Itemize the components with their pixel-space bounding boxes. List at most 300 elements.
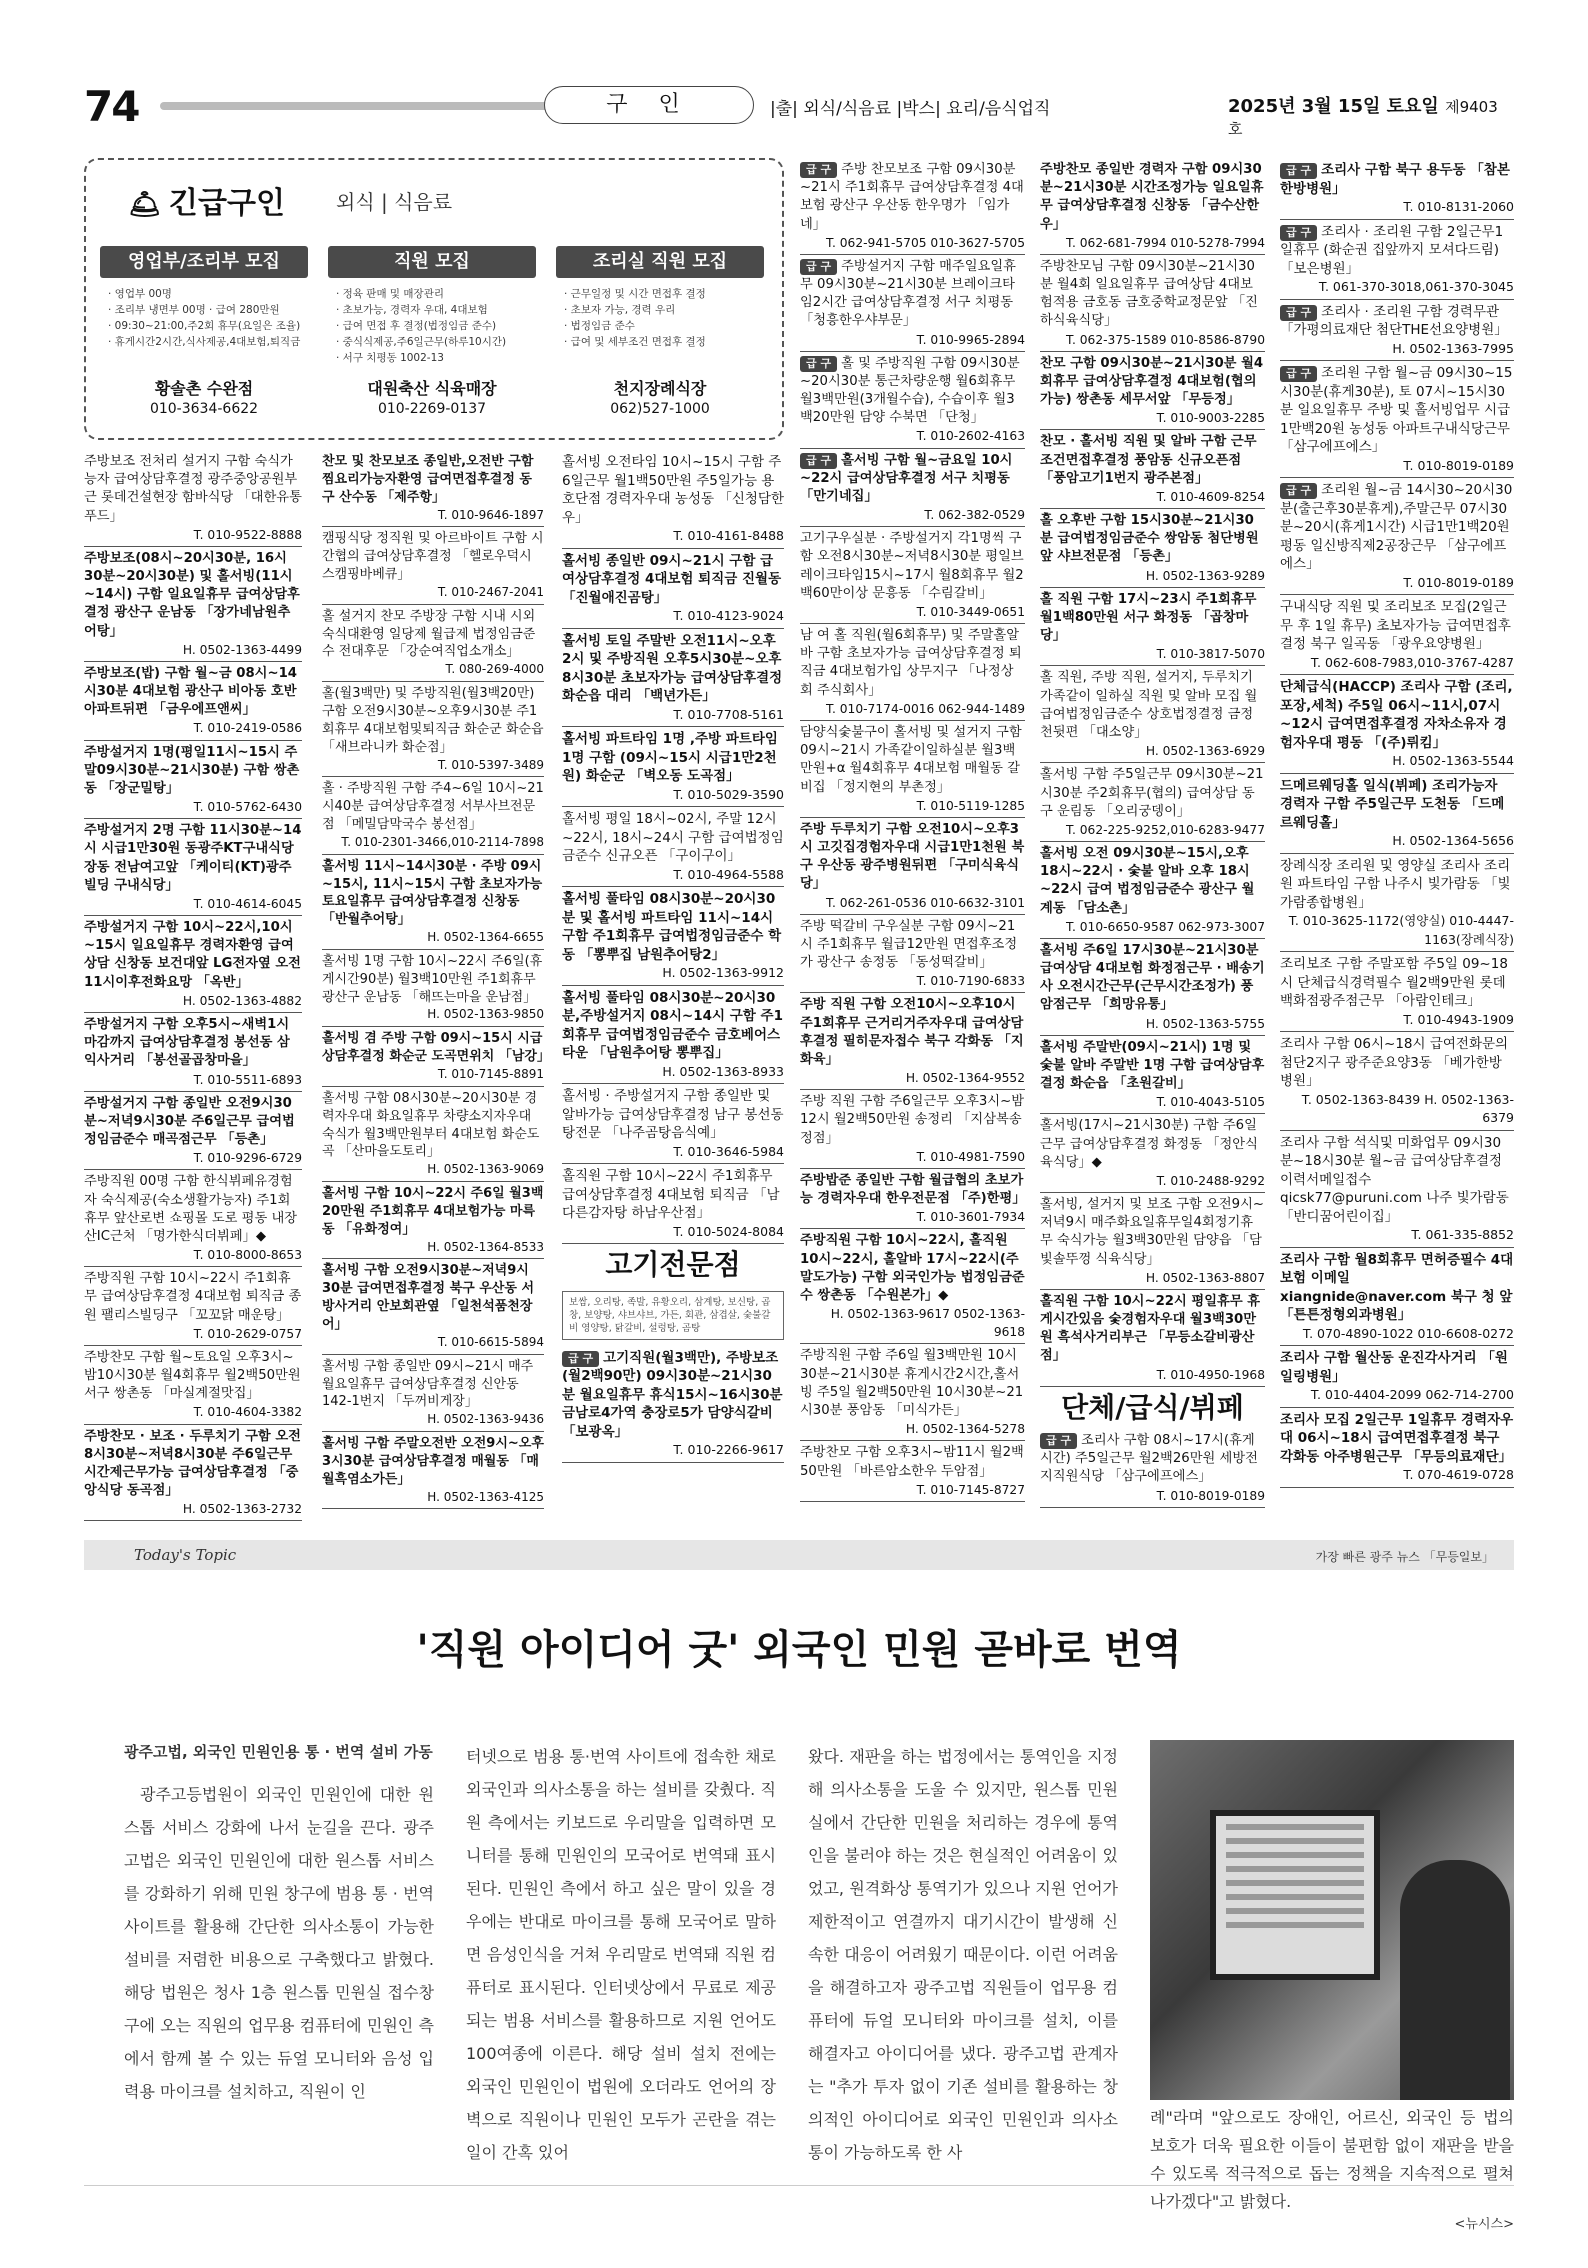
ad-text: 홀 직원, 주방 직원, 설거지, 두루치기 가족같이 일하실 직원 및 알바 모집 월급여법정임금준수 상호법정결정 금정천뒷편 「대소양」 [1040,670,1258,740]
ad-phone: T. 010-6615-5894 [437,1334,544,1349]
article-column-1 [124,1740,434,2108]
ad-text: 조리원 구함 월~금 09시30~15시30분(휴게30분), 토 07시~15시30분 일요일휴무 주방 및 홀서빙업무 시급1만백20원 농성동 아파트구내식당근무 「삼구에프에스」 [1280,365,1513,455]
ad-text: 홀서빙 1명 구함 10시~22시 주6일(휴게시간90분) 월3백10만원 주1회휴무 광산구 운남동 「해뜨는마을 운남점」 [322,953,543,1005]
ad-text: 고기구우실분 · 주방설거지 각1명씩 구함 오전8시30분~저녁8시30분 평일브레이크타임15시~17시 월8회휴무 월2백60만이상 문흥동 「수림갈비」 [800,531,1024,601]
ad-phone: H. 0502-1363-4499 [182,642,302,657]
classified-ad [84,662,302,741]
ad-text: 주방 직원 구함 주6일근무 오후3시~밤12시 월2백50만원 송정리 「지삼복송정점」 [800,1094,1025,1146]
ad-text: 홀서빙 풀타임 08시30분~20시30분,주방설거지 08시~14시 구함 주1회휴무 급여법정임금준수 금호베어스타운 「남원추어탕 뽕뿌집」 [562,989,783,1061]
ad-phone: H. 0502-1363-6929 [1145,744,1265,759]
ad-text: 조리사 · 조리원 구함 2일근무1일휴무 (화순권 집앞까지 모셔다드림) 「보은병원」 [1280,223,1504,277]
ad-phone: T. 080-269-4000 [445,662,544,677]
urgent-ad-phone: 010-3634-6622 [149,401,259,417]
meat-shop-heading: 고기전문점 [605,1248,741,1281]
ad-phone: T. 010-5397-3489 [437,757,544,772]
urgent-tag: 급 구 [800,162,837,178]
ad-phone: T. 010-8019-0189 [1156,1488,1265,1503]
ad-phone: T. 010-2301-3466,010-2114-7898 [341,834,544,849]
classified-ad [84,547,302,662]
classified-ad [322,1259,544,1354]
ad-phone: T. 010-7174-0016 062-944-1489 [825,701,1025,716]
ad-phone: T. 0502-1363-8439 H. 0502-1363-6379 [1301,1091,1514,1125]
urgent-ad-line: · 급여 및 세부조건 면접후 결정 [564,336,706,348]
urgent-ad-line: · 조리부 냉면부 00명 · 급여 280만원 [108,304,280,316]
ad-text: 홀 · 주방직원 구함 주4~6일 10시~21시40분 급여상담후결정 서부사브전문점 「메밀담막국수 봉선점」 [322,781,544,833]
ad-phone: T. 010-2488-9292 [1156,1173,1265,1188]
ad-phone: T. 010-5762-6430 [193,800,302,815]
urgent-ad-details [328,286,536,374]
ad-text: 주방 두루치기 구함 오전10시~오후3시 고깃집경험자우대 시급1만1천원 북구 우산동 광주병원뒤편 「구미식육식당」 [800,821,1025,892]
classified-column-5 [1040,158,1265,1508]
ad-phone: T. 061-370-3018,061-370-3045 [1318,279,1514,294]
article-column-4 [1150,2104,1514,2234]
urgent-ad-line: · 근무일정 및 시간 면접후 결정 [564,288,706,300]
ad-text: 홀서빙 구함 10시~22시 주6일 월3백20만원 주1회휴무 4대보험가능 마륵동 「유화정여」 [322,1186,544,1237]
classified-column-2 [322,450,550,1509]
ad-text: 홀서빙 풀타임 08시30분~20시30분 및 홀서빙 파트타임 11시~14시 구함 주1회휴무 급여법정임금준수 학동 「뽕뿌집 남원추어탕2」 [562,891,782,963]
ad-text: 주방 떡갈비 구우실분 구함 09시~21시 주1회휴무 월급12만원 면접후조정가 광산구 송정동 「동성떡갈비」 [800,918,1018,971]
topic-label: Today's Topic [134,1546,237,1564]
ad-phone: H. 0502-1363-9850 [427,1007,544,1022]
ad-phone: H. 0502-1363-9617 0502-1363-9618 [830,1307,1025,1340]
ad-phone: T. 062-941-5705 010-3627-5705 [825,235,1025,250]
ad-phone: T. 010-8019-0189 [1403,574,1514,590]
ad-phone: T. 010-2629-0757 [193,1326,302,1341]
urgent-ad-1 [100,246,308,417]
ad-phone: T. 010-4943-1909 [1403,1011,1514,1027]
ad-phone: T. 010-5024-8084 [673,1223,784,1239]
ad-text: 홀서빙 주6일 17시30분~21시30분 급여상담 4대보험 화정점근무 · 배송기사 오전시간근무(근무시간조정가) 풍암점근무 「희망유통」 [1040,942,1265,1013]
classified-ad [84,819,302,916]
classified-ad [1040,588,1265,667]
urgent-ad-3 [556,246,764,417]
ad-phone: T. 010-6650-9587 062-973-3007 [1065,919,1265,934]
urgent-ad-line: · 서구 치평동 1002-13 [336,352,444,364]
ad-text: 홀 직원 구함 17시~23시 주1회휴무 월1백80만원 서구 화정동 「곱창마당」 [1040,591,1257,644]
classified-ad [1040,255,1265,352]
classified-ad [84,1425,302,1522]
classified-ad [1040,763,1265,842]
ad-phone: T. 010-2266-9617 [673,1442,784,1457]
urgent-ad-line: · 법정임금 준수 [564,320,635,332]
ad-phone: H. 0502-1363-9069 [427,1162,544,1177]
classified-ad [800,527,1025,624]
urgent-ad-business: 천지장례식장 [613,379,707,398]
ad-phone: H. 0502-1364-5656 [1392,833,1514,848]
ad-phone: H. 0502-1363-5544 [1392,753,1514,768]
header-rule-left [160,102,610,110]
ad-phone: T. 062-261-0536 010-6632-3101 [825,895,1025,910]
ad-phone: T. 010-3601-7934 [916,1210,1025,1225]
urgent-tag: 급 구 [1280,163,1317,179]
ad-text: 찬모 구함 09시30분~21시30분 월4회휴무 급여상담후결정 4대보험(협의가능) 쌍촌동 세무서앞 「무등정」 [1040,355,1264,408]
classified-column-6 [1280,158,1514,1488]
classified-ad [800,1169,1025,1230]
classified-ad [322,777,544,854]
urgent-ad-business: 황솔촌 수완점 [154,379,254,398]
ad-text: 조리사 구함 월산동 운진각사거리 「원일링병원」 [1280,1350,1508,1385]
catering-heading: 단체/급식/뷔페 [1061,1390,1244,1424]
ad-phone: H. 0502-1364-8533 [427,1239,544,1254]
urgent-ad-details [556,286,764,374]
article-text-2: 터넷으로 범용 통·번역 사이트에 접속한 채로 외국인과 의사소통을 하는 설비를 갖췄다. 직원 측에서는 키보드로 우리말을 입력하면 모니터를 통해 민원인의 모국어로 번역돼 표시된다. 민원인 측에서 하고 싶은 말이 있을 경우에는 반대로 마이크를 통해 모국어로 말하면 음성인식을 거쳐 우리말로 번역돼 직원 컴퓨터로 표시된다. 인터넷상에서 무료로 제공되는 범용 서비스를 활용하므로 지원 언어도 100여종에 이른다. 해당 설비 설치 전에는 외국인 민원인이 법원에 오더라도 언어의 장벽으로 직원이나 민원인 모두가 곤란을 겪는 일이 간혹 있어 [466,1747,776,2162]
ad-text: 조리보조 구함 주말포함 주5일 09~18시 단체급식경력필수 월2백9만원 롯데백화점광주점근무 「아람인테크」 [1280,956,1508,1009]
ad-text: 주방설거지 1명(평일11시~15시 주말09시30분~21시30분) 구함 쌍촌동 「장군밀탕」 [84,744,300,796]
classified-ad [1040,1114,1265,1193]
urgent-ad-heading: 영업부/조리부 모집 [100,246,308,278]
ad-phone: T. 010-4404-2099 062-714-2700 [1310,1387,1514,1402]
article-credit: <뉴시스> [1454,2217,1514,2232]
urgent-ad-line: · 09:30~21:00,주2회 휴무(요일은 조율) [108,320,301,332]
urgent-tag: 급 구 [1280,225,1317,241]
ad-text: 캠핑식당 정직원 및 아르바이트 구함 시간협의 급여상담후결정 「헬로우덕시스캠핑바베큐」 [322,531,544,583]
person-image [1400,1860,1510,2100]
urgent-tag: 급 구 [800,356,837,372]
ad-phone: T. 010-4950-1968 [1156,1367,1265,1382]
classified-ad [562,450,784,549]
urgent-ad-line: · 영업부 00명 [108,288,172,300]
classified-ad [1280,361,1514,478]
ad-text: 조리사 모집 2일근무 1일휴무 경력자우대 06시~18시 급여면접후결정 북구 각화동 아주병원근무 「무등의료재단」 [1280,1411,1514,1465]
classified-ad [1280,220,1514,300]
ad-phone: T. 010-4964-5588 [673,866,784,882]
ad-phone: T. 010-2419-0586 [193,721,302,736]
ad-phone: H. 0502-1363-9912 [662,965,784,980]
classified-ad [800,158,1025,255]
classified-ad [562,1084,784,1164]
ad-text: 조리사 · 조리원 구함 경력무관 「가평의료재단 첨단THE선요양병원」 [1280,303,1508,338]
classified-ad [800,818,1025,915]
classified-ad [322,682,544,777]
classified-ad [322,1355,544,1432]
ad-phone: T. 010-9965-2894 [916,332,1025,347]
ad-text: 홀서빙 구함 종일반 09시~21시 매주 월요일휴무 급여상담후결정 신안동 142-1번지 「두꺼비게장」 [322,1358,534,1410]
classified-ad [1280,952,1514,1032]
urgent-subtitle: 외식 | 식음료 [336,190,453,214]
ad-text: 주방밥준 종일반 구함 월급협의 초보가능 경력자우대 한우전문점 「주)한평」 [800,1172,1026,1207]
classified-ad [562,1346,784,1463]
ad-text: 주방 찬모보조 구함 09시30분~21시 주1회휴무 급여상담후결정 4대보험 광산구 우산동 한우명가 「임가네」 [800,162,1024,232]
ad-phone: H. 0502-1363-2732 [182,1502,302,1517]
ad-phone: T. 010-2602-4163 [916,429,1025,444]
ad-text: 주방설거지 구함 종일반 오전9시30분~저녁9시30분 주6일근무 급여법정임금준수 매곡점근무 「등촌」 [84,1095,295,1148]
ad-phone: T. 010-9003-2285 [1156,411,1265,426]
urgent-ad-heading: 조리실 직원 모집 [556,246,764,278]
classified-ad [84,450,302,547]
classified-ad [1280,595,1514,675]
classified-ad [1040,158,1265,255]
ad-phone: T. 062-608-7983,010-3767-4287 [1310,654,1514,670]
ad-phone: T. 010-8131-2060 [1403,199,1514,214]
classified-ad [322,527,544,604]
classified-ad [1280,300,1514,362]
ad-phone: H. 0502-1364-5278 [905,1422,1025,1437]
date-text: 2025년 3월 15일 토요일 [1228,96,1439,117]
ad-text: 홀서빙 파트타임 1명 ,주방 파트타임 1명 구함 (09시~15시 시급1만2천원) 화순군 「벽오동 도곡점」 [562,731,778,784]
classified-ad [1040,842,1265,939]
classified-ad [1280,675,1514,774]
classified-ad [1040,1193,1265,1290]
classified-ad [562,549,784,629]
urgent-tag: 급 구 [1280,366,1317,382]
ad-text: 홀서빙 구함 08시30분~20시30분 경력자우대 화요일휴무 차량소지자우대 숙식가 월3백만원부터 4대보험 화순도곡 「산마을도토리」 [322,1090,540,1160]
ad-text: 단체급식(HACCP) 조리사 구함 (조리,포장,세척) 주5일 06시~11시,07시~12시 급여면접후결정 자차소유자 경험자우대 평동 「(주)뤼킴」 [1280,679,1513,751]
classified-column-3 [562,450,784,1463]
section-title: 구 인 [544,86,754,124]
ad-phone: T. 010-7190-6833 [916,974,1025,989]
classified-ad [322,1087,544,1182]
ad-phone: T. 010-8019-0189 [1403,457,1514,473]
ad-phone: T. 010-7145-8727 [916,1482,1025,1497]
ad-text: 남 여 홀 직원(월6회휴무) 및 주말홀알바 구함 초보자가능 급여상담후결정 퇴직금 4대보험가입 상무지구 「나정상회 주식회사」 [800,628,1022,698]
ad-phone: H. 0502-1363-8933 [662,1063,784,1079]
ad-phone: T. 010-9646-1897 [437,507,544,522]
urgent-ad-line: · 급여 면접 후 결정(법정임금 준수) [336,320,497,332]
urgent-ad-phone: 010-2269-0137 [377,401,487,417]
page-bottom-rule [84,2185,1514,2186]
urgent-ad-business: 대원축산 식육매장 [367,379,497,398]
ad-phone: T. 010-5029-3590 [673,786,784,802]
ad-phone: T. 010-3817-5070 [1156,647,1265,662]
ad-phone: H. 0502-1363-4125 [427,1489,544,1504]
ad-text: 구내식당 직원 및 조리보조 모집(2일근무 후 1일 휴무) 초보자가능 급여면접후결정 북구 일곡동 「광우요양병원」 [1280,599,1511,652]
ad-text: 홀(월3백만) 및 주방직원(월3백20만) 구함 오전9시30분~오후9시30분 주1회휴무 4대보험및퇴직금 화순군 화순읍 「새브라니카 화순점」 [322,686,544,755]
ad-text: 주방설거지 구함 10시~22시,10시~15시 일요일휴무 경력자환영 급여상담 신창동 보건대앞 LG전자옆 오전11시이후전화요망 「옥반」 [84,920,301,990]
classified-ad [1280,158,1514,220]
ad-phone: H. 0502-1363-7995 [1392,340,1514,356]
ad-text: 홀서빙 오전 09시30분~15시,오후18시~22시 · 숯불 알바 오후 18시~22시 급여 법정임금준수 광산구 월계동 「담소촌」 [1040,846,1255,916]
ad-text: 주방설거지 구함 매주일요일휴무 09시30분~21시30분 브레이크타임2시간 급여상담후결정 서구 치평동 「청흥한우샤부문」 [800,258,1016,329]
classified-ad [1040,1036,1265,1115]
ad-phone: T. 010-4609-8254 [1156,489,1265,504]
meat-shop-keywords: 보쌈, 오리탕, 족발, 유황오리, 삼계탕, 보신탕, 곱창, 보양탕, 샤브샤브, 가든, 회관, 삼겹살, 숯불갈비 영양탕, 닭갈비, 설렁탕, 곰탕 [562,1291,784,1340]
ad-text: 조리사 구함 08시~17시(휴게시간) 주5일근무 월2백26만원 세방전지직원식당 「삼구에프에스」 [1040,1433,1258,1485]
ad-text: 홀서빙 구함 월~금요일 10시~22시 급여상담후결정 서구 치평동 「만기네집」 [800,452,1013,504]
classified-ad [800,1441,1025,1502]
ad-text: 홀직원 구함 10시~22시 주1회휴무 급여상담후결정 4대보험 퇴직금 「남다른감자탕 하남우산점」 [562,1168,780,1221]
ad-text: 조리원 월~금 14시30~20시30분(출근후30분휴게),주말근무 07시30분~20시(휴게1시간) 시급1만1백20원 평동 일신방직제2공장근무 「삼구에프에스」 [1280,482,1513,572]
ad-text: 주방직원 00명 구함 한식뷔페유경험자 숙식제공(숙소생활가능자) 주1회휴무 앞산로변 쇼핑몰 도로 평동 내장산IC근처 「명가한식더뷔페」◆ [84,1174,298,1244]
ad-text: 홀 오후반 구함 15시30분~21시30분 급여법정임금준수 쌍암동 첨단병원앞 샤브전문점 「등촌」 [1040,513,1259,565]
classified-ad [322,1027,550,1087]
ad-phone: H. 0502-1364-9552 [905,1071,1025,1086]
classified-ad [84,741,302,820]
classified-ad [322,1432,544,1509]
urgent-tag: 급 구 [1280,305,1317,321]
article-text-1: 광주고등법원이 외국인 민원인에 대한 원스톱 서비스 강화에 나서 눈길을 끈다. 광주고법은 외국인 민원인에 대한 원스톱 서비스를 강화하기 위해 민원 창구에 범용 통 · 번역 사이트를 활용해 간단한 의사소통이 가능한 설비를 저렴한 비용으로 구축했다고 밝혔다. 해당 법원은 청사 1층 원스톱 민원실 접수창구에 오는 직원의 업무용 컴퓨터에 민원인 측에서 함께 볼 수 있는 듀얼 모니터와 음성 입력용 마이크를 설치하고, 직원이 인 [124,1785,434,2101]
ad-text: 홀서빙(17시~21시30분) 구함 주6일근무 급여상담후결정 화정동 「정안식육식당」◆ [1040,1118,1258,1170]
classified-ad [562,727,784,807]
ad-text: 주방찬모 구함 월~토요일 오후3시~밤10시30분 월4회휴무 월2백50만원 서구 쌍촌동 「마실계절맛집」 [84,1349,301,1402]
classified-ad [1040,1429,1265,1508]
classified-ad [322,1182,544,1259]
ad-text: 홀서빙 구함 주말오전반 오전9시~오후3시30분 급여상담후결정 매월동 「매월흑염소가든」 [322,1436,544,1487]
urgent-ad-heading: 직원 모집 [328,246,536,278]
urgent-ad-line: · 초보가능, 경력자 우대, 4대보험 [336,304,488,316]
classified-ad [84,1346,302,1425]
urgent-tag: 급 구 [562,1351,599,1367]
ad-phone: H. 0502-1364-6655 [427,930,544,945]
ad-phone: H. 0502-1363-9436 [427,1412,544,1427]
ad-phone: T. 010-9522-8888 [193,527,302,542]
ad-text: 주방보조(08시~20시30분, 16시30분~20시30분) 및 홀서빙(11시~14시) 구함 일요일휴무 급여상담후결정 광산구 운남동 「장가네남원추어탕」 [84,550,300,639]
classified-ad [1040,939,1265,1036]
ad-text: 조리사 구함 월8회휴무 면허증필수 4대보험 이메일 xiangnide@naver.com 북구 청 앞 「튼튼정형외과병원」 [1280,1251,1514,1323]
ad-phone: T. 010-8000-8653 [193,1248,302,1263]
classified-ad [84,1092,302,1171]
article-text-3: 왔다. 재판을 하는 법정에서는 통역인을 지정해 의사소통을 도울 수 있지만, 원스톱 민원실에서 간단한 민원을 처리하는 경우에 통역인을 불러야 하는 것은 현실적인 어려움이 있었고, 원격화상 통역기가 있으나 지원 언어가 제한적이고 연결까지 대기시간이 발생해 신속한 대응이 어려웠기 때문이다. 이런 어려움을 해결하고자 광주고법 직원들이 업무용 컴퓨터에 듀얼 모니터와 마이크를 설치, 이를 해결자고 아이디어를 냈다. 광주고법 관계자는 "추가 투자 없이 기존 설비를 활용하는 창의적인 아이디어로 외국인 민원인과 의사소통이 가능하도록 한 사 [808,1747,1118,2162]
ad-text: 찬모 · 홀서빙 직원 및 알바 구함 근무조건면접후결정 풍암동 신규오픈점 「풍암고기1번지 광주본점」 [1040,434,1257,486]
ad-text: 담양식숯불구이 홀서빙 및 설거지 구함 09시~21시 가족같이일하실분 월3백만원+α 월4회휴무 4대보험 매월동 갈비집 「정지현의 부촌정」 [800,724,1022,795]
ad-phone: T. 070-4619-0728 [1403,1467,1514,1482]
section-categories: |출| 외식/식음료 |박스| 요리/음식업직 [770,99,1051,119]
page-number: 74 [84,82,139,131]
ad-phone: T. 010-3646-5984 [673,1143,784,1159]
classified-ad [1040,1290,1265,1387]
urgent-title-text: 긴급구인 [169,186,285,221]
ad-phone: T. 010-4604-3382 [193,1405,302,1420]
topic-slogan: 가장 빠른 광주 뉴스 「무등일보」 [1315,1550,1494,1564]
classified-ad [1280,478,1514,595]
classified-ad [84,1013,302,1092]
ad-text: 홀 및 주방직원 구함 09시30분~20시30분 통근차량운행 월6회휴무 월3백만원(3개월수습), 수습이후 월3백20만원 담양 수북면 「단청」 [800,355,1020,426]
ad-phone: T. 010-4981-7590 [916,1149,1025,1164]
ad-text: 조리사 구함 석식및 미화업무 09시30분~18시30분 월~금 급여상담후결정 이력서메일접수 qicsk77@puruni.com 나주 빛가람동 「반디꿈어린이집」 [1280,1134,1509,1225]
classified-ad [84,1267,302,1346]
ad-phone: T. 062-225-9252,010-6283-9477 [1065,822,1265,837]
classified-ad [1280,1032,1514,1131]
ad-phone: T. 010-5119-1285 [916,798,1025,813]
todays-topic-bar [84,1540,1514,1570]
classified-ad [1040,509,1265,588]
ad-phone: T. 070-4890-1022 010-6608-0272 [1302,1325,1514,1341]
urgent-tag: 급 구 [1280,483,1317,499]
classified-ad [800,915,1025,994]
ad-phone: T. 010-4614-6045 [193,896,302,911]
ad-text: 홀 설거지 찬모 주방장 구함 시내 시외숙식대환영 일당제 월급제 법정임금준수 전대후문 「강순여직업소개소」 [322,608,536,660]
ad-phone: H. 0502-1363-9289 [1145,568,1265,583]
ad-text: 주방직원 구함 주6일 월3백만원 10시30분~21시30분 휴게시간2시간,홀서빙 주5일 월2백50만원 10시30분~21시30분 풍암동 「미식가든」 [800,1348,1024,1418]
ad-phone: H. 0502-1363-8807 [1145,1270,1265,1285]
ad-text: 홀서빙 종일반 09시~21시 구함 급여상담후결정 4대보험 퇴직금 진월동 「진월애진곰탕」 [562,552,782,606]
ad-text: 조리사 구함 북구 용두동 「참본한방병원」 [1280,162,1510,197]
ad-phone: T. 010-7145-8891 [437,1067,544,1081]
ad-text: 홀서빙 구함 주5일근무 09시30분~21시30분 주2회휴무(협의) 급여상담 동구 운림동 「오리궁뎅이」 [1040,767,1264,819]
classified-ad [1280,1346,1514,1408]
ad-text: 고기직원(월3백만), 주방보조(월2백90만) 09시30분~21시30분 월요일휴무 휴식15시~16시30분 금남로4가역 충장로5가 담양식갈비 「보광옥」 [562,1349,783,1440]
classified-ad [1040,666,1265,763]
ad-phone: T. 010-7708-5161 [673,706,784,722]
article-column-2 [466,1740,776,2169]
ad-text: 홀서빙 주말반(09시~21시) 1명 및 숯불 알바 주말반 1명 구함 급여상담후결정 화순읍 「초원갈비」 [1040,1039,1265,1092]
article-headline: '직원 아이디어 굿' 외국인 민원 곧바로 번역 [416,1627,1182,1673]
ad-text: 주방직원 구함 10시~22시 주1회휴무 급여상담후결정 4대보험 퇴직금 종원 팰리스빌딩구 「꼬꼬닭 매운탕」 [84,1271,302,1323]
ad-text: 홀서빙 구함 오전9시30분~저녁9시30분 급여면접후결정 북구 우산동 서방사거리 안보회관옆 「일천석품천장어」 [322,1263,535,1332]
ad-text: 주방찬모 구함 오후3시~밤11시 월2백50만원 「바른암소한우 두암점」 [800,1445,1024,1479]
ad-text: 주방찬모님 구함 09시30분~21시30분 월4회 일요일휴무 급여상담 4대보험적용 금호동 금호중학교정문앞 「진하식육식당」 [1040,258,1258,329]
bell-icon: 🛎 [128,190,162,220]
ad-text: 홀서빙 오전타임 10시~15시 구함 주6일근무 월1백50만원 주5일가능 용호단점 경력자우대 농성동 「신청담한우」 [562,454,784,526]
ad-text: 홀서빙 · 주방설거지 구함 종일반 및 알바가능 급여상담후결정 남구 봉선동 탕전문 「나주곰탕음식예」 [562,1088,784,1141]
article-subhead: 광주고법, 외국인 민원인용 통 · 번역 설비 가동 [124,1743,433,1761]
urgent-ad-line: · 초보자 가능, 경력 우리 [564,304,676,316]
classified-ad [1040,430,1265,509]
ad-text: 홀직원 구함 10시~22시 평일휴무 휴게시간있음 숯경험자우대 월3백30만원 흑석사거리부근 「무등소갈비광산점」 [1040,1293,1261,1364]
ad-text: 조리사 구함 06시~18시 급여전화문의 첨단2지구 광주준요양3동 「베가한방병원」 [1280,1036,1509,1089]
article-column-3 [808,1740,1118,2169]
ad-phone: T. 062-681-7994 010-5278-7994 [1065,235,1265,250]
urgent-ad-phone: 062)527-1000 [610,401,710,417]
classified-ad [562,807,784,887]
classified-ad [800,993,1025,1090]
classified-ad [1280,1408,1514,1488]
ad-text: 주방보조 전처리 설거지 구함 숙식가능자 급여상담후결정 광주중앙공원부근 롯데건설현장 함바식당 「대한유통푸드」 [84,454,302,524]
ad-text: 홀서빙 토일 주말반 오전11시~오후2시 및 주방직원 오후5시30분~오후8시30분 초보자가능 급여상담후결정 화순읍 대리 「백년가든」 [562,632,783,704]
classified-ad [562,887,784,986]
ad-phone: T. 010-4043-5105 [1156,1095,1265,1110]
classified-ad [1040,352,1265,431]
urgent-ad-2 [328,246,536,417]
classified-ad [322,450,544,527]
classified-ad [800,1090,1025,1169]
classified-ad [800,1344,1025,1441]
classified-ad [84,916,302,1013]
ad-text: 드메르웨딩홀 일식(뷔페) 조리가능자 경력자 구함 주5일근무 도천동 「드메르웨딩홀」 [1280,777,1505,831]
classified-ad [562,629,784,728]
issue-date [1220,92,1510,139]
article-text-4: 례"라며 "앞으로도 장애인, 어르신, 외국인 등 법의 보호가 더욱 필요한 이들이 불편함 없이 재판을 받을 수 있도록 적극적으로 돕는 정책을 지속적으로 펼쳐 나가겠다"고 밝혔다. [1150,2108,1514,2211]
ad-text: 주방 직원 구함 오전10시~오후10시 주1회휴무 근거리거주자우대 급여상담후결정 필히문자접수 북구 각화동 「지화육」 [800,997,1024,1067]
ad-text: 주방찬모 · 보조 · 두루치기 구함 오전8시30분~저녁8시30분 주6일근무 시간제근무가능 급여상담후결정 「중앙식당 동곡점」 [84,1428,301,1499]
ad-phone: T. 062-375-1589 010-8586-8790 [1065,332,1265,347]
ad-text: 홀서빙 평일 18시~02시, 주말 12시~22시, 18시~24시 구함 급여법정임금준수 신규오픈 「구이구이」 [562,811,784,864]
ad-phone: H. 0502-1363-5755 [1145,1016,1265,1031]
classified-ad [800,352,1025,449]
ad-text: 찬모 및 찬모보조 종일반,오전반 구함 찜요리가능자환영 급여면접후결정 동구 산수동 「제주항」 [322,454,534,505]
urgent-recruit-box [84,158,784,440]
page-header [70,82,1510,138]
ad-phone: T. 010-4123-9024 [673,608,784,623]
classified-ad [322,605,544,682]
ad-text: 홀서빙 겸 주방 구함 09시~15시 시급상담후결정 화순군 도곡면위치 「남강」 [322,1031,550,1065]
classified-ad [1280,1131,1514,1248]
ad-text: 주방설거지 구함 오후5시~새벽1시 마감까지 급여상담후결정 봉선동 삼익사거리 「봉선골곱창마을」 [84,1016,290,1069]
classified-ad [322,855,544,950]
classified-ad [1280,854,1514,953]
urgent-tag: 급 구 [800,453,837,469]
classified-ad [800,624,1025,721]
ad-phone: T. 062-382-0529 [924,508,1025,523]
urgent-tag: 급 구 [800,259,837,275]
classified-ad [562,1164,784,1244]
urgent-ad-line: · 중식식제공,주6일근무(하루10시간) [336,336,507,348]
ad-phone: T. 010-4161-8488 [673,528,784,543]
urgent-ad-line: · 정육 판매 및 매장관리 [336,288,444,300]
classified-ad [562,986,784,1085]
ad-phone: H. 0502-1363-4882 [182,993,302,1008]
ad-phone: T. 010-3449-0651 [916,604,1025,619]
classified-ad [322,950,544,1027]
ad-text: 주방직원 구함 10시~22시, 홀직원 10시~22시, 홀알바 17시~22시(주말도가능) 구함 외국인가능 법정임금준수 쌍촌동 「수원본가」◆ [800,1233,1025,1303]
classified-ad [1280,1248,1514,1347]
classified-ad [84,1170,302,1267]
classified-ad [1280,774,1514,854]
ad-phone: T. 010-2467-2041 [437,584,544,599]
ad-text: 주방찬모 종일반 경력자 구함 09시30분~21시30분 시간조정가능 일요일휴무 급여상담후결정 신창동 「금수산한우」 [1040,162,1264,232]
ad-text: 주방보조(밥) 구함 월~금 08시~14시30분 4대보험 광산구 비아동 호반아파트뒤편 「금우에프앤씨」 [84,665,298,718]
ad-phone: T. 061-335-8852 [1411,1227,1514,1242]
monitor-image [1210,1810,1380,1980]
